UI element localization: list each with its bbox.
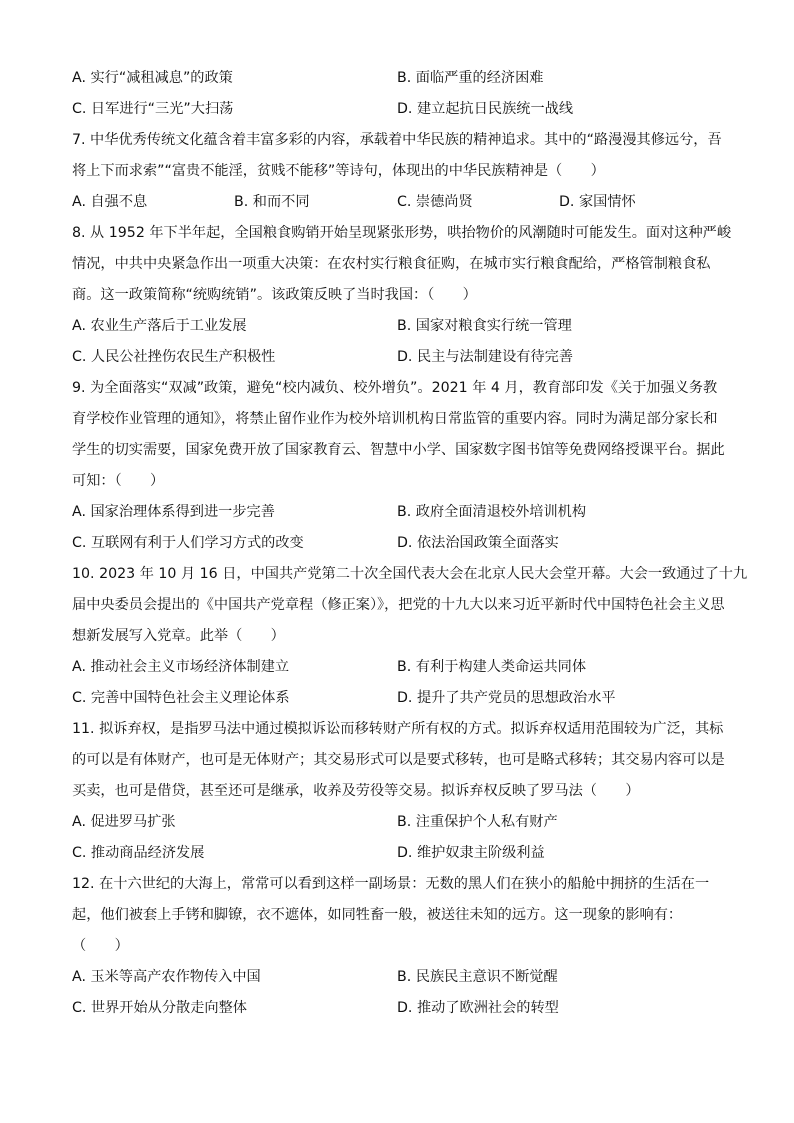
question-stem-line: 商。这一政策简称“统购统销”。该政策反映了当时我国：（ ） bbox=[72, 287, 477, 303]
option-a: A. 自强不息 bbox=[72, 194, 148, 210]
question-stem-line: 7. 中华优秀传统文化蕴含着丰富多彩的内容，承载着中华民族的精神追求。其中的“路漫漫其修远兮，吾 bbox=[72, 132, 722, 148]
option-d: D. 提升了共产党员的思想政治水平 bbox=[397, 690, 616, 706]
option-b: B. 面临严重的经济困难 bbox=[397, 70, 544, 86]
option-c: C. 人民公社挫伤农民生产积极性 bbox=[72, 349, 276, 365]
question-stem-line: 想新发展写入党章。此举（ ） bbox=[72, 628, 285, 644]
option-a: A. 促进罗马扩张 bbox=[72, 814, 176, 830]
question-stem-line: 10. 2023 年 10 月 16 日，中国共产党第二十次全国代表大会在北京人民大会堂开幕。大会一致通过了十九 bbox=[72, 566, 748, 582]
question-11-options-row-1 bbox=[72, 807, 722, 838]
option-b: B. 政府全面清退校外培训机构 bbox=[397, 504, 587, 520]
question-11-options-row-2 bbox=[72, 838, 722, 869]
question-stem-line: （ ） bbox=[72, 938, 129, 954]
option-c: C. 日军进行“三光”大扫荡 bbox=[72, 101, 234, 117]
question-stem-line: 8. 从 1952 年下半年起，全国粮食购销开始呈现紧张形势，哄抬物价的风潮随时可能发生。面对这种严峻 bbox=[72, 225, 732, 241]
question-12-options-row-1 bbox=[72, 962, 722, 993]
option-c: C. 崇德尚贤 bbox=[397, 194, 473, 210]
question-9-stem bbox=[72, 373, 725, 497]
question-12-stem bbox=[72, 869, 722, 962]
question-stem-line: 的可以是有体财产，也可是无体财产；其交易形式可以是要式移转，也可是略式移转；其交易内容可以是 bbox=[72, 752, 725, 768]
option-d: D. 依法治国政策全面落实 bbox=[397, 535, 559, 551]
option-d: D. 维护奴隶主阶级利益 bbox=[397, 845, 545, 861]
prev-question-options-row-2 bbox=[72, 94, 722, 125]
question-7-stem bbox=[72, 125, 722, 187]
option-b: B. 国家对粮食实行统一管理 bbox=[397, 318, 572, 334]
question-stem-line: 可知：（ ） bbox=[72, 473, 165, 489]
question-stem-line: 12. 在十六世纪的大海上，常常可以看到这样一副场景：无数的黑人们在狭小的船舱中拥挤的生活在一 bbox=[72, 876, 710, 892]
option-b: B. 民族民主意识不断觉醒 bbox=[397, 969, 558, 985]
question-8-options-row-2 bbox=[72, 342, 722, 373]
option-a: A. 国家治理体系得到进一步完善 bbox=[72, 504, 275, 520]
question-9-options-row-1 bbox=[72, 497, 722, 528]
option-d: D. 民主与法制建设有待完善 bbox=[397, 349, 574, 365]
option-b: B. 和而不同 bbox=[234, 194, 310, 210]
option-a: A. 推动社会主义市场经济体制建立 bbox=[72, 659, 290, 675]
option-b: B. 有利于构建人类命运共同体 bbox=[397, 659, 587, 675]
question-10-stem bbox=[72, 559, 748, 652]
question-7-options bbox=[72, 187, 722, 218]
question-stem-line: 将上下而求索”“富贵不能淫，贫贱不能移”等诗句，体现出的中华民族精神是（ ） bbox=[72, 163, 605, 179]
option-a: A. 实行“减租减息”的政策 bbox=[72, 70, 233, 86]
question-stem-line: 11. 拟诉弃权，是指罗马法中通过模拟诉讼而移转财产所有权的方式。拟诉弃权适用范围较为广泛，其标 bbox=[72, 721, 724, 737]
question-stem-line: 学生的切实需要，国家免费开放了国家教育云、智慧中小学、国家数字图书馆等免费网络授课平台。据此 bbox=[72, 442, 725, 458]
option-a: A. 农业生产落后于工业发展 bbox=[72, 318, 247, 334]
question-stem-line: 情况，中共中央紧急作出一项重大决策：在农村实行粮食征购，在城市实行粮食配给，严格管制粮食私 bbox=[72, 256, 711, 272]
option-c: C. 世界开始从分散走向整体 bbox=[72, 1000, 247, 1016]
question-8-stem bbox=[72, 218, 732, 311]
option-d: D. 建立起抗日民族统一战线 bbox=[397, 101, 574, 117]
question-stem-line: 育学校作业管理的通知》，将禁止留作业作为校外培训机构日常监管的重要内容。同时为满足部分家长和 bbox=[72, 411, 718, 427]
option-c: C. 完善中国特色社会主义理论体系 bbox=[72, 690, 290, 706]
option-b: B. 注重保护个人私有财产 bbox=[397, 814, 558, 830]
option-d: D. 推动了欧洲社会的转型 bbox=[397, 1000, 559, 1016]
question-9-options-row-2 bbox=[72, 528, 722, 559]
option-a: A. 玉米等高产农作物传入中国 bbox=[72, 969, 261, 985]
option-c: C. 互联网有利于人们学习方式的改变 bbox=[72, 535, 304, 551]
question-stem-line: 买卖，也可是借贷，甚至还可是继承，收养及劳役等交易。拟诉弃权反映了罗马法（ ） bbox=[72, 783, 640, 799]
question-stem-line: 9. 为全面落实“双减”政策，避免“校内减负、校外增负”。2021 年 4 月，教育部印发《关于加强义务教 bbox=[72, 380, 718, 396]
question-10-options-row-1 bbox=[72, 652, 722, 683]
question-12-options-row-2 bbox=[72, 993, 722, 1024]
question-11-stem bbox=[72, 714, 725, 807]
prev-question-options-row-1 bbox=[72, 63, 722, 94]
option-c: C. 推动商品经济发展 bbox=[72, 845, 205, 861]
question-10-options-row-2 bbox=[72, 683, 722, 714]
option-d: D. 家国情怀 bbox=[559, 194, 636, 210]
question-stem-line: 起，他们被套上手铐和脚镣，衣不遮体，如同牲畜一般，被送往未知的远方。这一现象的影响有： bbox=[72, 907, 683, 923]
exam-content bbox=[72, 63, 748, 1024]
question-stem-line: 届中央委员会提出的《中国共产党章程（修正案）》，把党的十九大以来习近平新时代中国特色社会主义思 bbox=[72, 597, 725, 613]
question-8-options-row-1 bbox=[72, 311, 722, 342]
